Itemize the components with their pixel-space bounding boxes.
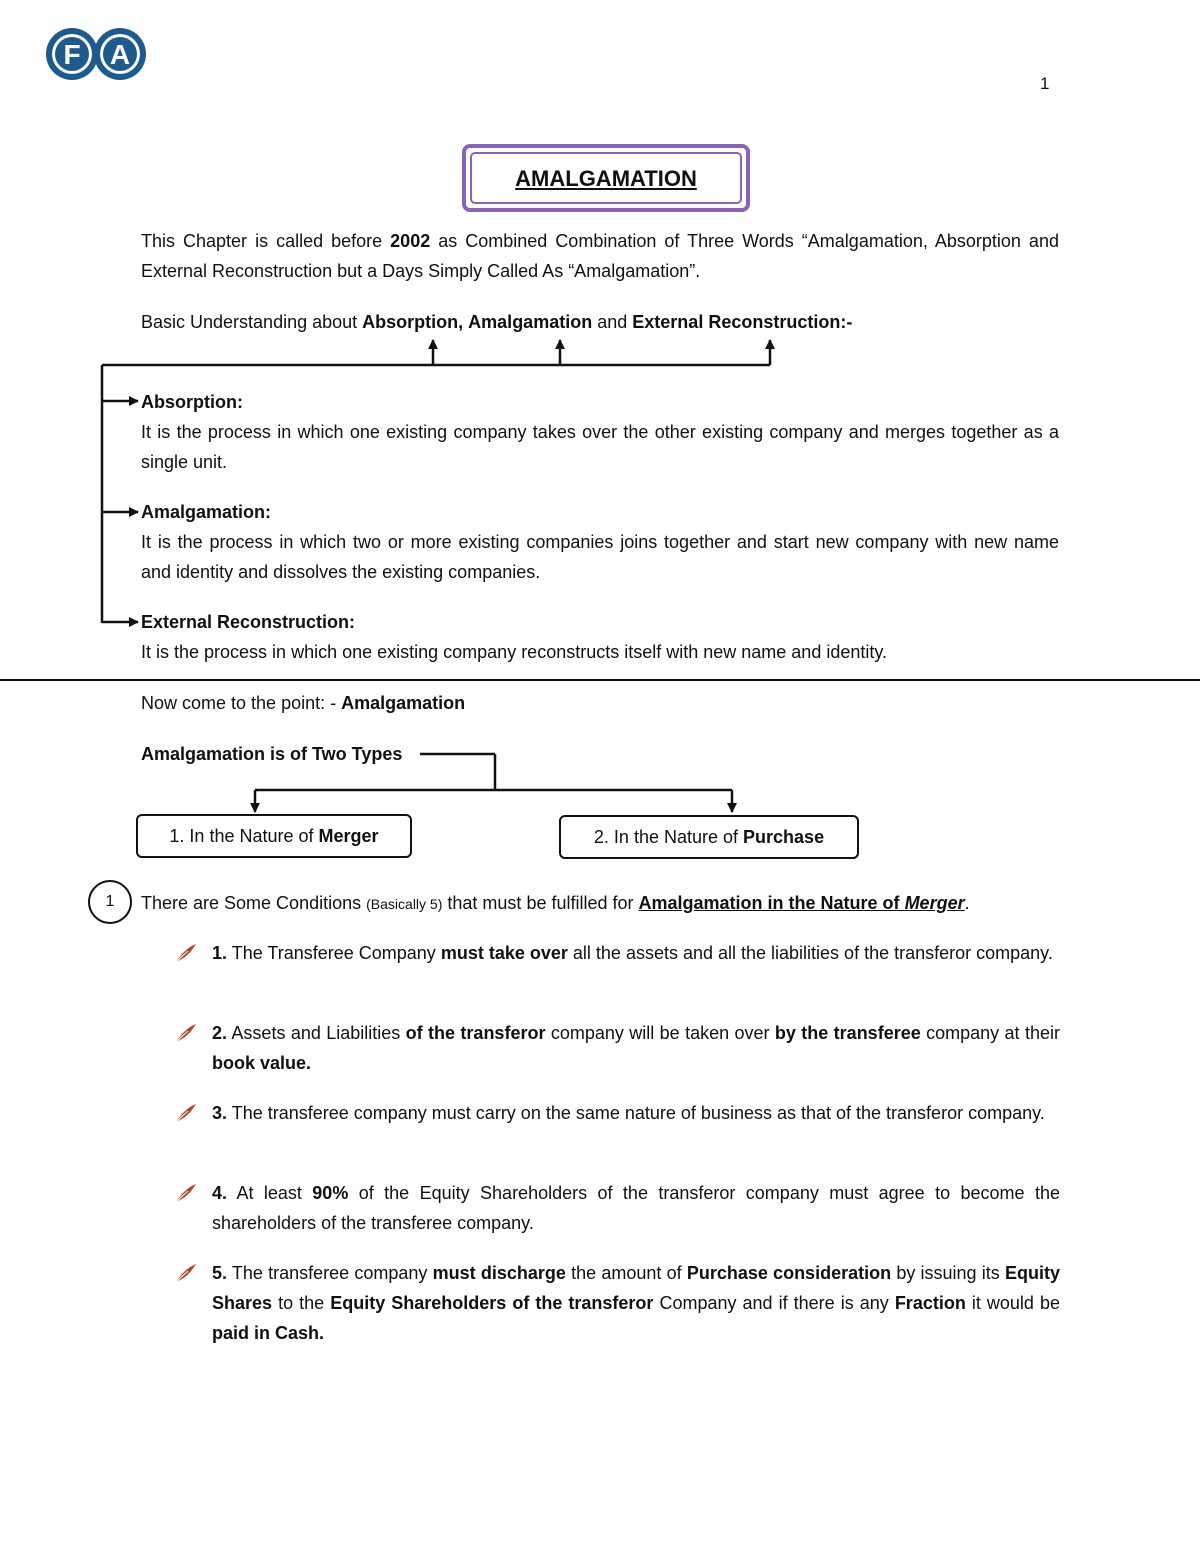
type-purchase-box: 2. In the Nature of Purchase [559, 815, 859, 859]
feather-bullet-icon [174, 942, 198, 964]
intro-paragraph: This Chapter is called before 2002 as Combined Combination of Three Words “Amalgamation, Absorption and External Reconstruction but a Days Simply Called As “Amalgamation”. [141, 231, 1059, 281]
definition-external-reconstruction: External Reconstruction: It is the process in which one existing company reconstructs itself with new name and identity. [141, 612, 888, 662]
condition-item-4: 4. At least 90% of the Equity Shareholders of the transferor company must agree to become the shareholders of the transferee company. [212, 1183, 1060, 1233]
definition-amalgamation: Amalgamation: It is the process in which two or more existing companies joins together and start new company with new name and identity and dissolves the existing companies. [141, 502, 1059, 582]
basic-understanding: Basic Understanding about Absorption, Amalgamation and External Reconstruction:- [141, 312, 853, 332]
condition-item-5: 5. The transferee company must discharge the amount of Purchase consideration by issuing its Equity Shares to the Equity Shareholders of the transferor Company and if there is any Fraction it would be paid in Cash. [212, 1263, 1060, 1343]
condition-item-1: 1. The Transferee Company must take over all the assets and all the liabilities of the transferor company. [212, 943, 1053, 963]
feather-bullet-icon [174, 1102, 198, 1124]
conditions-intro: There are Some Conditions (Basically 5) that must be fulfilled for Amalgamation in the Nature of Merger. [141, 893, 970, 913]
feather-bullet-icon [174, 1022, 198, 1044]
types-heading: Amalgamation is of Two Types [141, 744, 403, 764]
point-line: Now come to the point: - Amalgamation [141, 693, 466, 713]
condition-item-2: 2. Assets and Liabilities of the transferor company will be taken over by the transferee company at their book value. [212, 1023, 1060, 1073]
condition-item-3: 3. The transferee company must carry on the same nature of business as that of the transferor company. [212, 1103, 1045, 1123]
feather-bullet-icon [174, 1262, 198, 1284]
type-merger-box: 1. In the Nature of Merger [136, 814, 412, 858]
page-number: 1 [1040, 74, 1050, 93]
definition-absorption: Absorption: It is the process in which one existing company takes over the other existing company and merges together as a single unit. [141, 392, 1059, 472]
feather-bullet-icon [174, 1182, 198, 1204]
svg-text:A: A [109, 39, 131, 70]
section-number-circle: 1 [88, 880, 132, 924]
svg-text:F: F [63, 39, 81, 70]
page-title: AMALGAMATION [515, 166, 697, 191]
